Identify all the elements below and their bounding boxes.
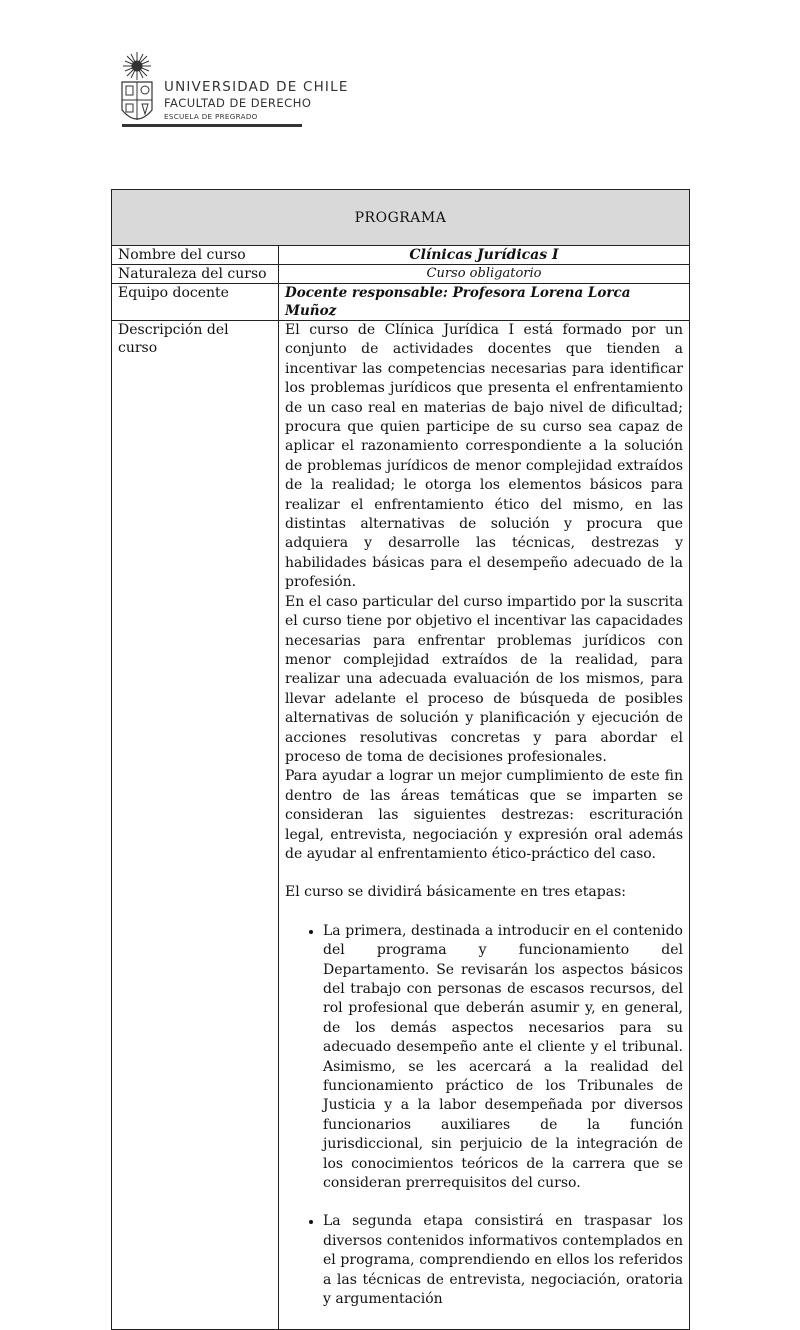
- program-table: [111, 189, 690, 1330]
- university-crest-icon: [116, 52, 158, 130]
- course-name-value: Clínicas Jurídicas I: [279, 246, 690, 265]
- table-row: [112, 246, 690, 265]
- row-label: Naturaleza del curso: [112, 265, 279, 284]
- table-title: PROGRAMA: [112, 190, 690, 246]
- school-name: ESCUELA DE PREGRADO: [164, 112, 258, 121]
- university-name: UNIVERSIDAD DE CHILE: [164, 79, 349, 95]
- faculty-name: FACULTAD DE DERECHO: [164, 96, 312, 110]
- stages-list: [285, 922, 683, 1310]
- course-nature-value: Curso obligatorio: [279, 265, 690, 284]
- row-label: Nombre del curso: [112, 246, 279, 265]
- row-label: Equipo docente: [112, 284, 279, 321]
- description-paragraph: En el caso particular del curso impartido por la suscrita el curso tiene por objetivo el incentivar las capacidades necesarias para enfrentar problemas jurídicos con menor complejidad extraídos de la realidad, para realizar una adecuada evaluación de los mismos, para llevar adelante el proceso de búsqueda de posibles alternativas de solución y planificación y ejecución de acciones resolutivas concretas y para abordar el proceso de toma de decisiones profesionales.: [285, 593, 683, 765]
- table-row: [112, 284, 690, 321]
- list-item: • La primera, destinada a introducir en el contenido del programa y funcionamiento del Departamento. Se revisarán los aspectos básicos del trabajo con personas de escasos recursos, del rol profesional que deberán asumir y, en general, de los demás aspectos necesarios para su adecuado desempeño ante el cliente y el tribunal. Asimismo, se les acercará a la realidad del funcionamiento práctico de los Tribunales de Justicia y a la labor desempeñada por diversos funcionarios auxiliares de la función jurisdiccional, sin perjuicio de la integración de los conocimientos teóricos de la carrera que se consideran prerrequisitos del curso.: [323, 922, 683, 1194]
- table-row: [112, 321, 690, 1330]
- header-divider: [122, 124, 302, 127]
- page-header: [116, 52, 349, 132]
- teaching-team-value: Docente responsable: Profesora Lorena Lorca Muñoz: [279, 284, 690, 321]
- description-paragraph: El curso se dividirá básicamente en tres etapas:: [285, 884, 626, 901]
- row-label: Descripción del curso: [112, 321, 279, 1330]
- description-paragraph: Para ayudar a lograr un mejor cumplimiento de este fin dentro de las áreas temáticas que se imparten se consideran las siguientes destrezas: escrituración legal, entrevista, negociación y expresión oral además de ayudar al enfrentamiento ético-práctico del caso.: [285, 768, 683, 862]
- list-item: • La segunda etapa consistirá en traspasar los diversos contenidos informativos contemplados en el programa, comprendiendo en ellos los referidos a las técnicas de entrevista, negociación, oratoria y argumentación: [323, 1212, 683, 1309]
- description-paragraph: El curso de Clínica Jurídica I está formado por un conjunto de actividades docentes que tienden a incentivar las competencias necesarias para identificar los problemas jurídicos que presenta el enfrentamiento de un caso real en materias de bajo nivel de dificultad; procura que quien participe de su curso sea capaz de aplicar el razonamiento correspondiente a la solución de problemas jurídicos de menor complejidad extraídos de la realidad; le otorga los elementos básicos para realizar el enfrentamiento ético del mismo, en las distintas alternativas de solución y procura que adquiera y desarrolle las técnicas, destrezas y habilidades básicas para el desempeño adecuado de la profesión.: [285, 322, 683, 591]
- course-description: [279, 321, 690, 1330]
- table-row: [112, 265, 690, 284]
